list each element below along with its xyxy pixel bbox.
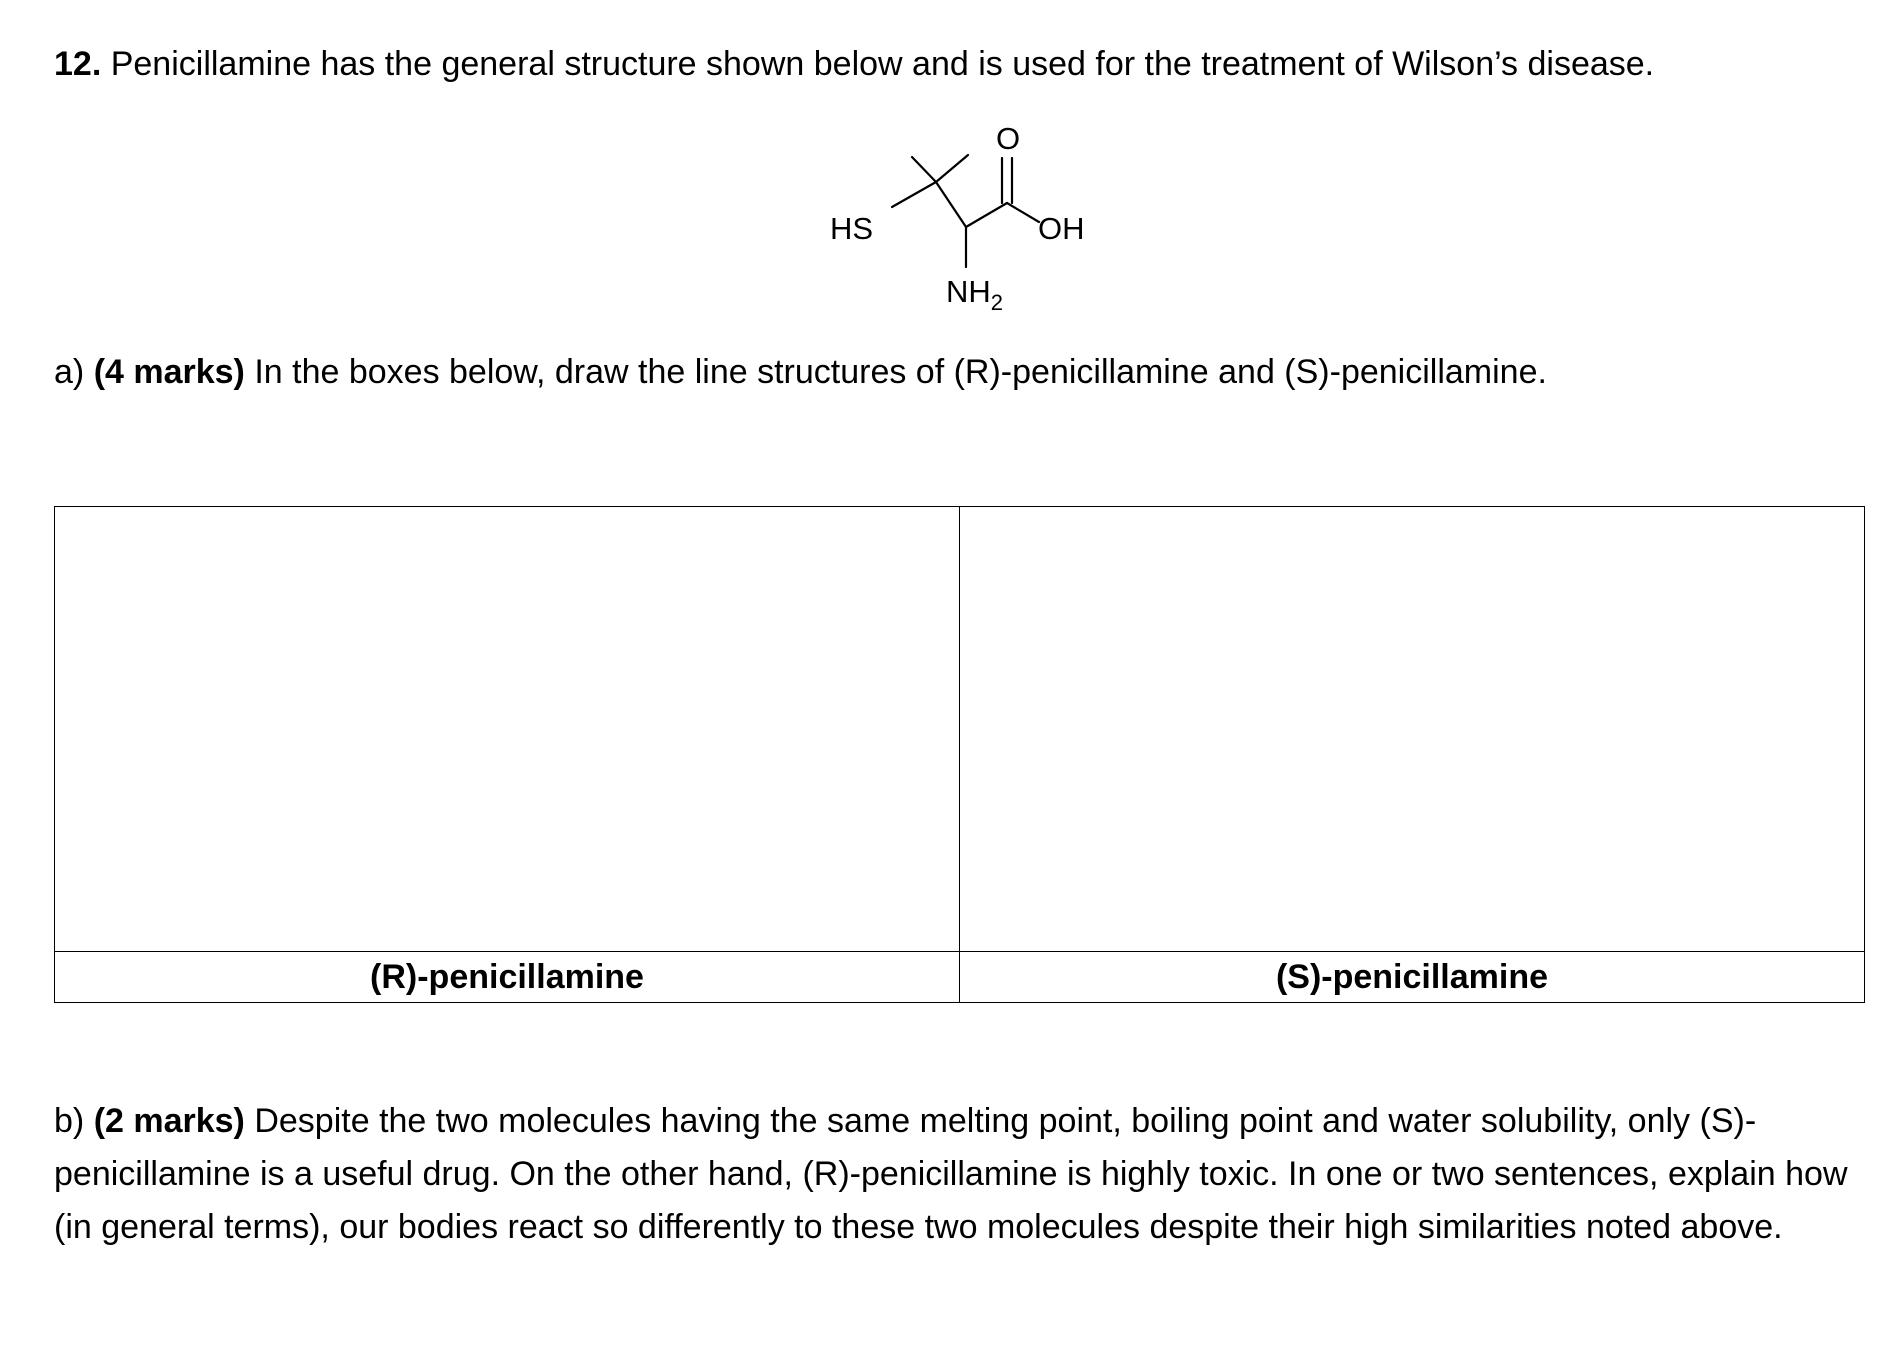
part-b-prefix: b) [54, 1102, 94, 1140]
oh-label: OH [1038, 211, 1085, 246]
s-drawing-box[interactable] [960, 507, 1865, 952]
question-intro-text: Penicillamine has the general structure shown below and is used for the treatment of Wilson’s disease. [101, 45, 1655, 83]
amine-label: NH [946, 274, 991, 309]
bond-carbonyl-oh [1007, 203, 1039, 222]
part-a-marks: (4 marks) [93, 353, 245, 391]
part-a-prompt [54, 352, 1547, 393]
question-intro [54, 44, 1654, 85]
penicillamine-structure [800, 115, 1140, 335]
r-drawing-box[interactable] [55, 507, 960, 952]
part-b-marks: (2 marks) [93, 1102, 245, 1140]
hs-label: HS [830, 211, 874, 246]
r-label-cell: (R)-penicillamine [55, 952, 960, 1003]
answer-table [54, 506, 1865, 1003]
bond-methyl-upper [912, 157, 936, 182]
bond-methyl-upper-right [936, 155, 968, 182]
part-a-text: In the boxes below, draw the line structures of (R)-penicillamine and (S)-penicillamine. [244, 353, 1547, 391]
part-b-prompt [54, 1095, 1874, 1254]
part-a-prefix: a) [54, 353, 94, 391]
bond-alpha-carbonyl [966, 203, 1007, 227]
carbonyl-oxygen-label: O [996, 121, 1021, 156]
amine-subscript: 2 [990, 290, 1004, 315]
bond-s-quaternary [892, 182, 936, 207]
part-b-text: Despite the two molecules having the same melting point, boiling point and water solubility, only (S)-penicillamine is a useful drug. On the other hand, (R)-penicillamine is highly toxic. In one or two sentences, explain how (in general terms), our bodies react so differently to these two molecules despite their high similarities noted above. [54, 1102, 1848, 1246]
s-label-cell: (S)-penicillamine [960, 952, 1865, 1003]
bond-quaternary-alpha [936, 182, 966, 227]
question-number: 12. [54, 45, 102, 83]
nh2-label [946, 274, 1003, 315]
